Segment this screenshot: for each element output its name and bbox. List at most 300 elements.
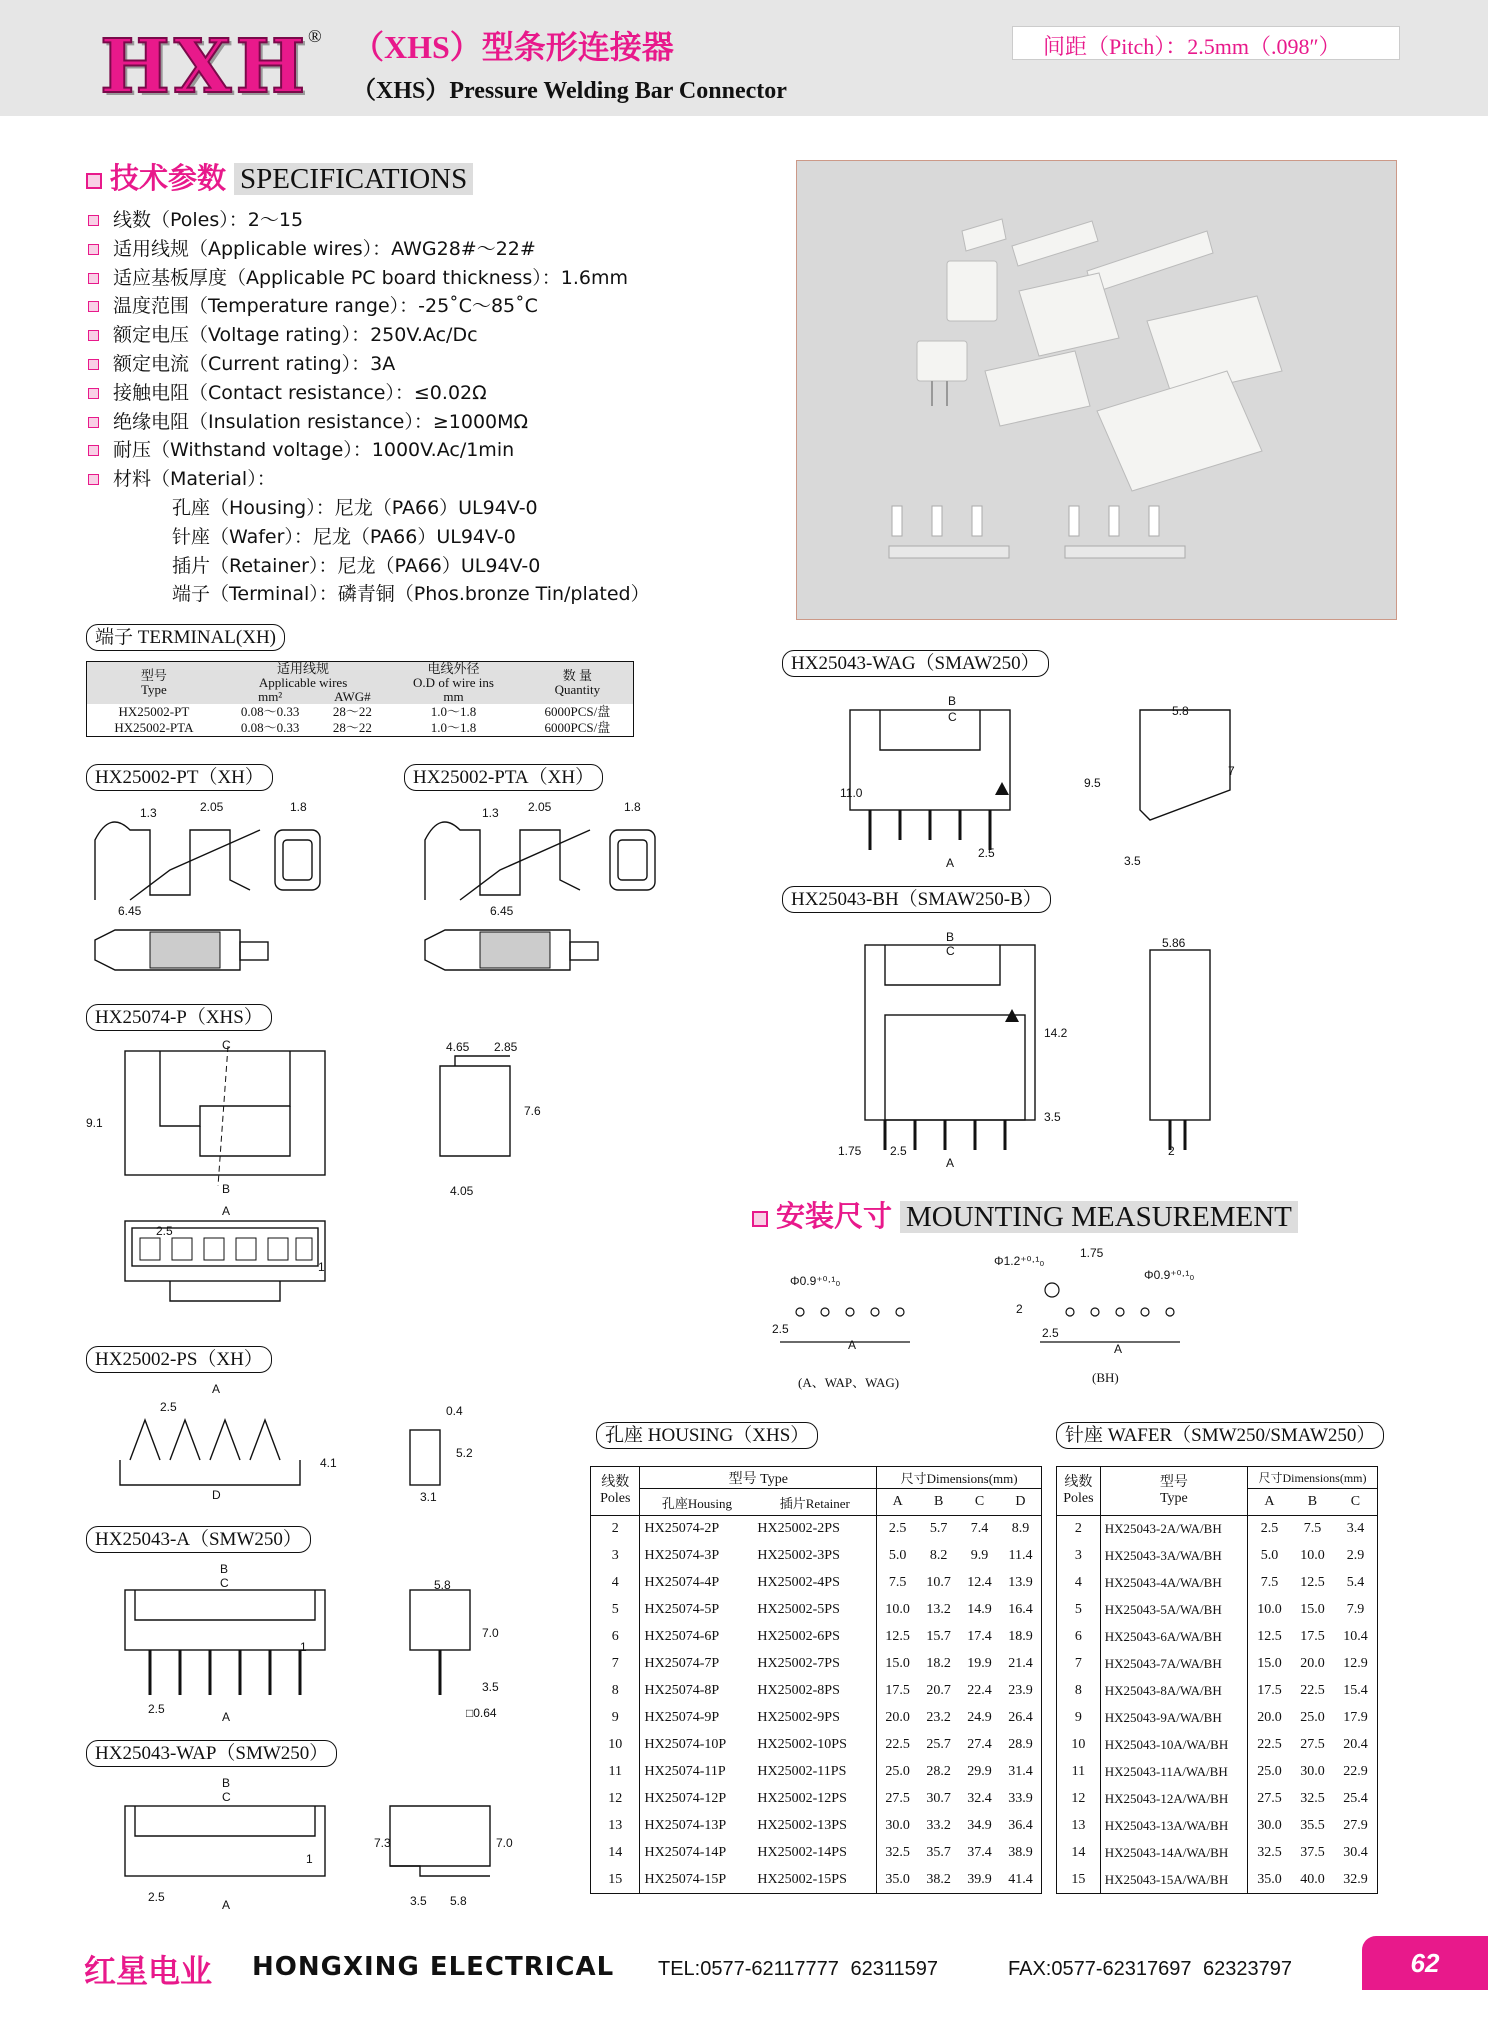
wafer-table bbox=[1056, 1466, 1378, 1894]
dim-label: D bbox=[212, 1488, 221, 1502]
table-cell: 10 bbox=[1057, 1732, 1101, 1759]
table-cell: HX25074-9P bbox=[644, 1710, 720, 1725]
mounting-caption: (BH) bbox=[1092, 1370, 1119, 1385]
table-cell: 30.0 bbox=[1300, 1764, 1325, 1779]
dim-label: 1 bbox=[318, 1260, 325, 1274]
table-header: 型号 Type bbox=[1159, 1475, 1188, 1506]
table-row bbox=[591, 1786, 1042, 1813]
drawing-tag-bh: HX25043-BH（SMAW250-B） bbox=[782, 886, 1051, 913]
mounting-title: 安装尺寸 MOUNTING MEASUREMENT bbox=[752, 1194, 1298, 1235]
table-cell: 35.7 bbox=[926, 1845, 951, 1860]
table-cell: 32.4 bbox=[967, 1791, 992, 1806]
table-cell: 31.4 bbox=[1008, 1764, 1033, 1779]
dim-label: 2.5 bbox=[156, 1224, 173, 1238]
table-row bbox=[1057, 1678, 1378, 1705]
table-cell: 32.5 bbox=[1247, 1840, 1291, 1867]
dim-label: B bbox=[220, 1562, 229, 1576]
table-cell: 2 bbox=[1057, 1516, 1101, 1543]
dim-label: 5.8 bbox=[1172, 704, 1189, 718]
table-cell: 5.0 bbox=[1247, 1543, 1291, 1570]
table-cell: 21.4 bbox=[1008, 1656, 1033, 1671]
dim-label: 5.2 bbox=[456, 1446, 473, 1460]
dim-label: 3.5 bbox=[410, 1894, 427, 1908]
table-row bbox=[591, 1570, 1042, 1597]
table-cell: 5.0 bbox=[877, 1543, 919, 1570]
retainer-ps-drawing bbox=[100, 1400, 500, 1520]
table-row bbox=[1057, 1516, 1378, 1543]
table-cell: 33.9 bbox=[1008, 1791, 1033, 1806]
table-cell: 10.4 bbox=[1343, 1629, 1368, 1644]
dim-label: 11.0 bbox=[840, 786, 863, 800]
table-cell: 17.5 bbox=[877, 1678, 919, 1705]
table-cell: 8.9 bbox=[1011, 1521, 1030, 1537]
table-cell: 15 bbox=[591, 1867, 640, 1894]
bullet-icon bbox=[88, 359, 99, 370]
table-row bbox=[591, 1651, 1042, 1678]
dim-label: B bbox=[222, 1182, 231, 1196]
table-cell: 22.5 bbox=[1247, 1732, 1291, 1759]
dim-label: 9.1 bbox=[86, 1116, 103, 1130]
company-logo: HXH bbox=[100, 24, 310, 110]
table-cell: HX25074-2P bbox=[644, 1521, 720, 1537]
table-header: A bbox=[1247, 1489, 1291, 1516]
table-cell: HX25043-11A/WA/BH bbox=[1104, 1764, 1228, 1779]
table-cell: HX25043-4A/WA/BH bbox=[1104, 1575, 1222, 1590]
table-cell: HX25002-3PS bbox=[757, 1548, 840, 1563]
table-row bbox=[1057, 1813, 1378, 1840]
table-cell: HX25043-12A/WA/BH bbox=[1104, 1791, 1229, 1806]
dim-label: 5.86 bbox=[1162, 936, 1186, 950]
spec-item: 适应基板厚度（Applicable PC board thickness）：1.6mm bbox=[88, 264, 650, 293]
dim-label: 4.65 bbox=[446, 1040, 470, 1054]
table-header: 插片Retainer bbox=[779, 1495, 850, 1511]
table-cell: HX25002-10PS bbox=[757, 1737, 847, 1752]
table-cell: 9 bbox=[1057, 1705, 1101, 1732]
table-cell: 12.5 bbox=[877, 1624, 919, 1651]
table-cell: 27.4 bbox=[967, 1737, 992, 1752]
dim-label: 2.5 bbox=[148, 1702, 165, 1716]
dim-label: B bbox=[948, 694, 957, 708]
table-row bbox=[1057, 1597, 1378, 1624]
table-cell: 28.2 bbox=[926, 1764, 951, 1779]
dim-label: C bbox=[948, 710, 957, 724]
table-cell: 20.0 bbox=[1247, 1705, 1291, 1732]
table-cell: HX25043-9A/WA/BH bbox=[1104, 1710, 1222, 1725]
table-cell: 25.0 bbox=[1247, 1759, 1291, 1786]
table-cell: 15.0 bbox=[1300, 1602, 1325, 1617]
table-cell: 25.0 bbox=[877, 1759, 919, 1786]
table-cell: 24.9 bbox=[967, 1710, 992, 1725]
table-header: C bbox=[974, 1494, 985, 1509]
table-row bbox=[1057, 1732, 1378, 1759]
table-cell: 35.0 bbox=[1247, 1867, 1291, 1894]
table-cell: 10.7 bbox=[926, 1575, 951, 1590]
terminal-table bbox=[86, 661, 634, 737]
dim-label: C bbox=[222, 1790, 231, 1804]
page-title-en: （XHS）Pressure Welding Bar Connector bbox=[352, 78, 787, 104]
table-cell: HX25074-4P bbox=[644, 1575, 720, 1590]
table-cell: 20.7 bbox=[926, 1683, 951, 1698]
table-cell: 2 bbox=[591, 1516, 640, 1543]
table-cell: HX25043-14A/WA/BH bbox=[1104, 1845, 1229, 1860]
table-cell: 12.5 bbox=[1300, 1575, 1325, 1590]
table-cell: 7.5 bbox=[1303, 1521, 1322, 1537]
table-header: 线数 Poles bbox=[1057, 1467, 1101, 1516]
drawing-tag-pta: HX25002-PTA（XH） bbox=[404, 764, 603, 791]
table-cell: 20.0 bbox=[877, 1705, 919, 1732]
dim-label: 2.05 bbox=[200, 800, 224, 814]
table-cell: 26.4 bbox=[1008, 1710, 1033, 1725]
table-cell: 7 bbox=[591, 1651, 640, 1678]
table-row bbox=[1057, 1786, 1378, 1813]
table-cell: 41.4 bbox=[1008, 1871, 1033, 1887]
table-cell: 15.7 bbox=[926, 1629, 951, 1644]
drawing-tag-wag: HX25043-WAG（SMAW250） bbox=[782, 650, 1049, 677]
table-cell: 12.9 bbox=[1343, 1656, 1368, 1671]
table-cell: 5 bbox=[1057, 1597, 1101, 1624]
footer-company-en: HONGXING ELECTRICAL bbox=[252, 1952, 615, 1982]
table-cell: 9 bbox=[591, 1705, 640, 1732]
table-cell: 2.5 bbox=[1247, 1516, 1291, 1543]
table-cell: 35.0 bbox=[877, 1867, 919, 1894]
bullet-icon bbox=[88, 330, 99, 341]
table-cell: HX25002-12PS bbox=[757, 1791, 847, 1806]
table-cell: HX25002-11PS bbox=[757, 1764, 847, 1779]
table-cell: 27.5 bbox=[877, 1786, 919, 1813]
dim-label: A bbox=[946, 1156, 955, 1170]
dim-label: 7.6 bbox=[524, 1104, 541, 1118]
table-cell: 3.4 bbox=[1346, 1521, 1365, 1537]
table-cell: HX25002-6PS bbox=[757, 1629, 840, 1644]
dim-label: 9.5 bbox=[1084, 776, 1101, 790]
table-cell: 5 bbox=[591, 1597, 640, 1624]
dim-label: 4.1 bbox=[320, 1456, 337, 1470]
wafer-wag-drawing bbox=[830, 690, 1280, 880]
table-row bbox=[1057, 1705, 1378, 1732]
bullet-icon bbox=[88, 273, 99, 284]
table-cell: 40.0 bbox=[1300, 1871, 1325, 1887]
dim-label: 1.75 bbox=[838, 1144, 862, 1158]
table-header: 尺寸Dimensions(mm) bbox=[877, 1467, 1042, 1489]
dim-label: 2 bbox=[1168, 1144, 1175, 1158]
dim-label: 2.5 bbox=[978, 846, 995, 860]
bullet-icon bbox=[88, 445, 99, 456]
table-cell: HX25043-8A/WA/BH bbox=[1104, 1683, 1222, 1698]
table-cell: HX25043-15A/WA/BH bbox=[1104, 1871, 1229, 1887]
bullet-icon bbox=[88, 301, 99, 312]
table-cell: 30.7 bbox=[926, 1791, 951, 1806]
table-header: 电线外径 O.D of wire ins bbox=[385, 662, 521, 691]
pitch-label: 间距（Pitch）：2.5mm（.098″） bbox=[1012, 26, 1400, 60]
table-cell: 4 bbox=[591, 1570, 640, 1597]
table-cell: 7.4 bbox=[970, 1521, 989, 1537]
table-cell: 27.5 bbox=[1300, 1737, 1325, 1752]
table-cell: HX25074-8P bbox=[644, 1683, 720, 1698]
table-cell: 2.5 bbox=[877, 1516, 919, 1543]
housing-table bbox=[590, 1466, 1042, 1894]
table-cell: HX25002-15PS bbox=[757, 1871, 847, 1887]
table-cell: HX25043-6A/WA/BH bbox=[1104, 1629, 1222, 1644]
dim-label: 1.3 bbox=[140, 806, 157, 820]
table-cell: 18.2 bbox=[926, 1656, 951, 1671]
table-cell: HX25002-8PS bbox=[757, 1683, 840, 1698]
dim-label: A bbox=[1114, 1342, 1123, 1356]
dim-label: 7.0 bbox=[496, 1836, 513, 1850]
spec-item: 接触电阻（Contact resistance）：≤0.02Ω bbox=[88, 379, 650, 408]
dim-label: 2 bbox=[1016, 1302, 1023, 1316]
table-cell: 18.9 bbox=[1008, 1629, 1033, 1644]
product-photo-illustration bbox=[797, 161, 1398, 621]
dim-label: 7.0 bbox=[482, 1626, 499, 1640]
table-row: HX25002-PTA 0.08～0.33 28～22 1.0～1.8 6000PCS/盘 bbox=[114, 720, 611, 735]
table-cell: 34.9 bbox=[967, 1818, 992, 1833]
table-row bbox=[591, 1516, 1042, 1543]
dim-label: A bbox=[946, 856, 955, 870]
table-cell: 10.0 bbox=[877, 1597, 919, 1624]
table-header: 适用线规 Applicable wires bbox=[221, 662, 385, 691]
dim-label: 3.5 bbox=[482, 1680, 499, 1694]
dim-label: 2.5 bbox=[772, 1322, 789, 1336]
table-cell: HX25074-6P bbox=[644, 1629, 720, 1644]
table-cell: 10.0 bbox=[1247, 1597, 1291, 1624]
material-item: 孔座（Housing）：尼龙（PA66）UL94V-0 bbox=[172, 496, 538, 519]
dim-label: 6.45 bbox=[118, 904, 142, 918]
table-cell: 12 bbox=[1057, 1786, 1101, 1813]
dim-label: C bbox=[946, 944, 955, 958]
drawing-tag-pt: HX25002-PT（XH） bbox=[86, 764, 273, 791]
table-cell: HX25002-9PS bbox=[757, 1710, 840, 1725]
dim-label: 3.1 bbox=[420, 1490, 437, 1504]
table-header: D bbox=[1015, 1494, 1026, 1509]
spec-item: 适用线规（Applicable wires）：AWG28#～22# bbox=[88, 235, 650, 264]
table-header: 线数 Poles bbox=[591, 1467, 640, 1516]
table-cell: 38.2 bbox=[926, 1871, 951, 1887]
dim-label: A bbox=[212, 1382, 221, 1396]
table-cell: 19.9 bbox=[967, 1656, 992, 1671]
table-header: 型号 Type bbox=[728, 1471, 788, 1487]
table-cell: 7.9 bbox=[1346, 1602, 1365, 1617]
table-cell: 35.5 bbox=[1300, 1818, 1325, 1833]
dim-label: C bbox=[222, 1038, 231, 1052]
material-item: 针座（Wafer）：尼龙（PA66）UL94V-0 bbox=[172, 525, 516, 548]
dim-label: 1.8 bbox=[290, 800, 307, 814]
dim-label: B bbox=[946, 930, 955, 944]
table-header: A bbox=[877, 1489, 919, 1516]
table-cell: 17.4 bbox=[967, 1629, 992, 1644]
dim-label: 3.5 bbox=[1044, 1110, 1061, 1124]
table-cell: 20.4 bbox=[1343, 1737, 1368, 1752]
table-cell: 13 bbox=[591, 1813, 640, 1840]
table-cell: HX25002-14PS bbox=[757, 1845, 847, 1860]
terminal-tag: 端子 TERMINAL(XH) bbox=[86, 624, 285, 651]
table-header: mm bbox=[385, 690, 521, 704]
table-cell: 13.2 bbox=[926, 1602, 951, 1617]
drawing-tag-wap: HX25043-WAP（SMW250） bbox=[86, 1740, 337, 1767]
table-cell: 9.9 bbox=[970, 1548, 989, 1563]
table-cell: 2.9 bbox=[1346, 1548, 1365, 1563]
table-cell: 36.4 bbox=[1008, 1818, 1033, 1833]
table-cell: HX25043-13A/WA/BH bbox=[1104, 1818, 1229, 1833]
bullet-icon bbox=[88, 244, 99, 255]
table-cell: 32.5 bbox=[1300, 1791, 1325, 1806]
table-cell: 38.9 bbox=[1008, 1845, 1033, 1860]
table-cell: 22.9 bbox=[1343, 1764, 1368, 1779]
spec-item: 温度范围（Temperature range）：-25˚C～85˚C bbox=[88, 292, 650, 321]
table-row bbox=[591, 1840, 1042, 1867]
drawing-tag-a: HX25043-A（SMW250） bbox=[86, 1526, 311, 1553]
table-cell: 3 bbox=[591, 1543, 640, 1570]
table-cell: 22.5 bbox=[1300, 1683, 1325, 1698]
table-header: 型号 Type bbox=[87, 662, 221, 705]
housing-tag: 孔座 HOUSING（XHS） bbox=[596, 1422, 818, 1449]
table-cell: 5.4 bbox=[1346, 1575, 1365, 1590]
table-cell: HX25002-13PS bbox=[757, 1818, 847, 1833]
table-cell: 25.7 bbox=[926, 1737, 951, 1752]
table-row bbox=[591, 1867, 1042, 1894]
table-header: 数 量 Quantity bbox=[522, 662, 634, 705]
table-row bbox=[1057, 1543, 1378, 1570]
dim-label: C bbox=[220, 1576, 229, 1590]
table-cell: 15.4 bbox=[1343, 1683, 1368, 1698]
table-row bbox=[1057, 1570, 1378, 1597]
table-cell: HX25074-7P bbox=[644, 1656, 720, 1671]
table-cell: 7.5 bbox=[877, 1570, 919, 1597]
dim-label: Φ0.9⁺⁰·¹₀ bbox=[790, 1274, 841, 1288]
table-header: 孔座Housing bbox=[661, 1495, 732, 1511]
table-cell: HX25074-3P bbox=[644, 1548, 720, 1563]
table-cell: 13 bbox=[1057, 1813, 1101, 1840]
table-cell: HX25074-10P bbox=[644, 1737, 727, 1752]
page-number: 62 bbox=[1362, 1936, 1488, 1990]
table-cell: HX25002-5PS bbox=[757, 1602, 840, 1617]
material-item: 端子（Terminal）：磷青铜（Phos.bronze Tin/plated） bbox=[172, 583, 650, 606]
table-cell: 7 bbox=[1057, 1651, 1101, 1678]
table-cell: 30.0 bbox=[1247, 1813, 1291, 1840]
mounting-drawing-right bbox=[1030, 1250, 1250, 1370]
table-cell: 6 bbox=[591, 1624, 640, 1651]
footer-fax: FAX:0577-62317697 62323797 bbox=[1008, 1958, 1293, 1980]
table-row bbox=[591, 1759, 1042, 1786]
dim-label: 2.85 bbox=[494, 1040, 518, 1054]
table-row bbox=[591, 1732, 1042, 1759]
table-cell: HX25043-5A/WA/BH bbox=[1104, 1602, 1222, 1617]
footer-tel: TEL:0577-62117777 62311597 bbox=[658, 1958, 938, 1980]
dim-label: A bbox=[222, 1710, 231, 1724]
table-cell: 33.2 bbox=[926, 1818, 951, 1833]
table-cell: 32.9 bbox=[1343, 1871, 1368, 1887]
mounting-caption: (A、WAP、WAG) bbox=[798, 1375, 900, 1390]
table-header: AWG# bbox=[319, 690, 385, 704]
table-row: HX25002-PT 0.08～0.33 28～22 1.0～1.8 6000PCS/盘 bbox=[118, 704, 611, 719]
dim-label: B bbox=[222, 1776, 231, 1790]
dim-label: A bbox=[222, 1898, 231, 1912]
pin1-marker-icon bbox=[995, 782, 1009, 795]
table-cell: 8 bbox=[1057, 1678, 1101, 1705]
dim-label: 6.45 bbox=[490, 904, 514, 918]
table-cell: HX25043-7A/WA/BH bbox=[1104, 1656, 1222, 1671]
table-row bbox=[591, 1624, 1042, 1651]
dim-label: 7 bbox=[1228, 764, 1235, 778]
dim-label: 2.5 bbox=[890, 1144, 907, 1158]
table-cell: 22.4 bbox=[967, 1683, 992, 1698]
table-cell: 28.9 bbox=[1008, 1737, 1033, 1752]
table-cell: 17.9 bbox=[1343, 1710, 1368, 1725]
dim-label: 0.4 bbox=[446, 1404, 463, 1418]
housing-p-drawing bbox=[100, 1046, 600, 1336]
dim-label: A bbox=[848, 1338, 857, 1352]
table-cell: HX25074-13P bbox=[644, 1818, 727, 1833]
spec-item: 材料（Material）： bbox=[88, 465, 650, 494]
table-cell: HX25043-2A/WA/BH bbox=[1104, 1521, 1222, 1537]
page-header bbox=[0, 0, 1488, 116]
spec-item: 线数（Poles）：2～15 bbox=[88, 206, 650, 235]
table-cell: 6 bbox=[1057, 1624, 1101, 1651]
table-cell: 16.4 bbox=[1008, 1602, 1033, 1617]
table-cell: 14.9 bbox=[967, 1602, 992, 1617]
dim-label: 5.8 bbox=[434, 1578, 451, 1592]
table-cell: 10.0 bbox=[1300, 1548, 1325, 1563]
spec-item: 绝缘电阻（Insulation resistance）：≥1000MΩ bbox=[88, 408, 650, 437]
table-row bbox=[1057, 1624, 1378, 1651]
table-row bbox=[591, 1678, 1042, 1705]
specifications-list bbox=[88, 206, 650, 609]
table-cell: 37.5 bbox=[1300, 1845, 1325, 1860]
table-cell: 14 bbox=[591, 1840, 640, 1867]
table-cell: 13.9 bbox=[1008, 1575, 1033, 1590]
table-cell: 39.9 bbox=[967, 1871, 992, 1887]
page-title-cn: （XHS）型条形连接器 bbox=[352, 29, 674, 65]
table-cell: 30.4 bbox=[1343, 1845, 1368, 1860]
table-row bbox=[591, 1813, 1042, 1840]
table-header: mm² bbox=[221, 690, 320, 704]
table-row bbox=[1057, 1651, 1378, 1678]
table-cell: HX25002-4PS bbox=[757, 1575, 840, 1590]
table-cell: 15.0 bbox=[877, 1651, 919, 1678]
dim-label: Φ0.9⁺⁰·¹₀ bbox=[1144, 1268, 1195, 1282]
dim-label: Φ1.2⁺⁰·¹₀ bbox=[994, 1254, 1045, 1268]
bullet-icon bbox=[88, 215, 99, 226]
dim-label: 2.5 bbox=[1042, 1326, 1059, 1340]
table-cell: HX25002-7PS bbox=[757, 1656, 840, 1671]
table-cell: 27.5 bbox=[1247, 1786, 1291, 1813]
terminal-pt-drawing bbox=[90, 800, 370, 1000]
dim-label: 2.5 bbox=[148, 1890, 165, 1904]
table-cell: 23.2 bbox=[926, 1710, 951, 1725]
table-row bbox=[1057, 1867, 1378, 1894]
table-header: 尺寸Dimensions(mm) bbox=[1247, 1467, 1377, 1489]
table-cell: 12 bbox=[591, 1786, 640, 1813]
table-cell: HX25074-11P bbox=[644, 1764, 726, 1779]
table-cell: HX25043-10A/WA/BH bbox=[1104, 1737, 1229, 1752]
terminal-pta-drawing bbox=[420, 800, 700, 1000]
table-cell: 3 bbox=[1057, 1543, 1101, 1570]
table-cell: 17.5 bbox=[1247, 1678, 1291, 1705]
material-item: 插片（Retainer）：尼龙（PA66）UL94V-0 bbox=[172, 554, 541, 577]
drawing-tag-ps: HX25002-PS（XH） bbox=[86, 1346, 272, 1373]
dim-label: 7.3 bbox=[374, 1836, 391, 1850]
dim-label: 1 bbox=[300, 1640, 307, 1654]
table-cell: 30.0 bbox=[877, 1813, 919, 1840]
table-cell: 11 bbox=[591, 1759, 640, 1786]
drawing-tag-p: HX25074-P（XHS） bbox=[86, 1004, 272, 1031]
table-cell: HX25043-3A/WA/BH bbox=[1104, 1548, 1222, 1563]
product-photo bbox=[796, 160, 1397, 620]
bullet-icon bbox=[88, 474, 99, 485]
table-cell: 25.4 bbox=[1343, 1791, 1368, 1806]
table-cell: HX25074-5P bbox=[644, 1602, 720, 1617]
dim-label: 1.75 bbox=[1080, 1246, 1104, 1260]
wafer-bh-drawing bbox=[830, 920, 1280, 1170]
